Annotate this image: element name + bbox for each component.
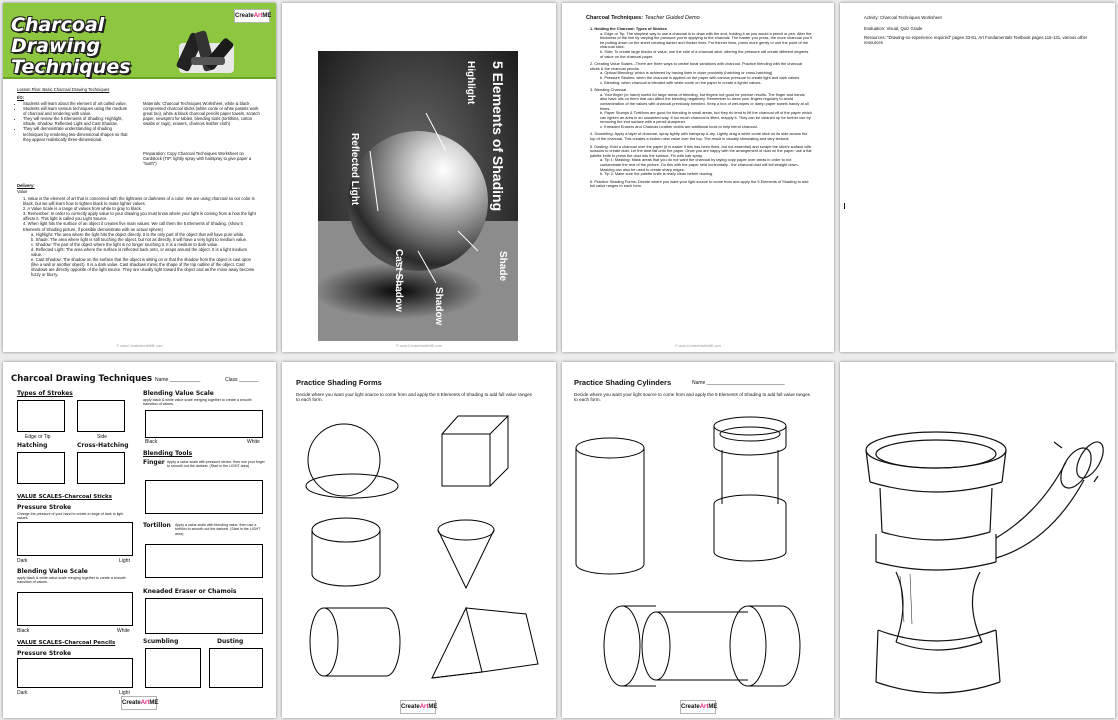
scumbling-heading: Scumbling (143, 638, 179, 645)
blending-scale-box[interactable] (17, 592, 133, 626)
side-stroke-box[interactable] (77, 400, 125, 432)
dusting-box[interactable] (209, 648, 263, 688)
pencil-pressure-box[interactable] (17, 658, 133, 688)
delivery-label: Delivery: (17, 183, 35, 188)
value-scales-sticks-heading: VALUE SCALES-Charcoal Sticks (17, 494, 112, 500)
pressure-desc: Change the pressure of your hand to create a range of dark to light values. (17, 512, 124, 521)
objective-item: • They will review the 5 Elements of Shading: Highlight, Shade, Shadow, Reflected Light and Cast Shadow. (23, 116, 131, 126)
practice-forms-instructions: Decide where you want your light source to come from and apply the 5 Elements of Shading to add full value ranges to each form. (296, 392, 532, 403)
side-label: Side (97, 434, 108, 440)
pressure-stroke2-heading: Pressure Stroke (17, 650, 72, 657)
tall-cylinder-outline (576, 438, 644, 574)
objective-item: • Students will learn various techniques using the medium of charcoal and rendering with value. (23, 106, 131, 116)
page-practice-cylinders (562, 362, 834, 718)
tortillon-box[interactable] (145, 544, 263, 578)
prism-outline (432, 608, 538, 678)
name-field[interactable]: Name ___________ (155, 377, 201, 383)
demo-steps: 1. Holding the Charcoal: Types of Strokes a. Edge or Tip: The simplest way to use a charcoal is to draw with the end, holding it as you would a pencil or pen. Alter the thickness of the line by varying the pressure you're applying to the charcoal. The harder you press, the more charcoal you'll be putting down on the sheet creating darker and thicker lines. For thinner lines, press more gently or use the point of the charcoal stick. b. Side: To create large blocks of value, use the side of a charcoal stick, altering the pressure will create different degrees of value on the charcoal paper. 2. Creating Value Scales –There are three ways to create tonal variations with charcoal. Practice blending with the charcoal sticks & the charcoal pencils. a. Optical Blending: which is achieved by having lines in close proximity (hatching or cross-hatching) b. Pressure Strokes: when the charcoal is applied on the paper with various pressure to create light and dark values c. Blending: when charcoal is blended with white conte on the paper to create a lighter values. 3. Blending Charcoal a. Your finger (or hand) useful for large areas of blending, but fingers not good for precise results. The finger and hands also have oils on them that can affect the blending negatively. Remember to clean your fingers regularly to avoid contamination of the values with charcoal previously blended. Keep a box of wet-wipes or damp paper towels handy at all times. b. Paper Stumps & Tortillons are good for blending in small areas, but they do tend to lift the charcoal off of the paper which can lighten an area in an unwanted way. If too much charcoal is lifted, reapply it. They can be cleaned up for further use by removing the end surface with a pencil sharpener. c. Kneaded Erasers and Chamois Leather cloths are additional tools to help blend charcoal. 4. Scumbling: Apply a layer of charcoal, spray lightly with hairspray & dry. Lightly drag a white conte stick on its side across the top of the charcoal. This creates a broken new value over the top. The result is visually stimulating and very textural. 5. Dusting: Hold a charcoal over the paper (it is easier if this has been fixed, but not essential) and scrape the stick's surface with scissors to create dust. Let the dust fall onto the paper. Once you are happy with the arrangement of dust on the paper, use a flat palette knife to press the dust into the surface. Fix with hair spray. a. Tip 1: Masking: Mask areas that you do not want the charcoal by laying copy paper over areas in order to not contaminate the rest of the picture. Do this with the paper held horizontally - the charcoal dust will fall straight down. Masking can also be used to create sharp edges. b. Tip 2: Make sure the palette knife is really clean before dusting. 6. Practice Shading Forms: Decide where you want your light source to come from and apply the 5 Elements of Shading to add full value ranges to each form. (590, 26, 812, 189)
edge-stroke-box[interactable] (17, 400, 65, 432)
kneaded-eraser-heading: Kneaded Eraser or Chamois (143, 588, 237, 595)
pressure-scale-box[interactable] (17, 522, 133, 556)
demo-title: Charcoal Techniques: Teacher Guided Demo (586, 15, 700, 21)
worksheet-title: Charcoal Drawing Techniques (11, 374, 152, 384)
cylinder-outlines (562, 410, 834, 700)
pressure-stroke-heading: Pressure Stroke (17, 504, 72, 511)
cylinder-name-field[interactable]: Name ____________________________ (692, 380, 785, 386)
page-footer: © www.CreateArtwithME.com (116, 344, 163, 348)
blending-value-scale-heading: Blending Value Scale (143, 390, 214, 397)
page-activity (840, 3, 1115, 352)
right-blending-box[interactable] (145, 410, 263, 438)
title-banner (3, 3, 276, 79)
objective-item: • They will demonstrate understanding of shading techniques by rendering two-dimensional shapes so that they appear realistically three-dimensional. (23, 126, 131, 141)
activity-info: Activity: Charcoal Techniques Worksheet Evaluation: Visual, Quiz Grade Resources: "Drawing-no experience required" pages 33-81, Art Fundamentals Textbook pages 116-131, various other resources (864, 15, 1088, 46)
cube-outline (442, 416, 508, 486)
page-teacher-demo (562, 3, 834, 352)
kneaded-box[interactable] (145, 598, 263, 634)
practice-forms-title: Practice Shading Forms (296, 378, 382, 387)
dusting-heading: Dusting (217, 638, 244, 645)
types-of-strokes-heading: Types of Strokes (17, 390, 73, 397)
shade-label: Shade (497, 251, 508, 282)
page-footer: © www.CreateArtwithME.com (396, 344, 442, 348)
blending-tools-heading: Blending Tools (143, 450, 193, 457)
cross-hatching-box[interactable] (77, 452, 125, 484)
practice-cylinders-instructions: Decide where you want your light source to come from and apply the 5 Elements of Shading to add full value ranges to each form. (574, 392, 810, 403)
edge-label: Edge or Tip (25, 434, 51, 440)
finger-heading: Finger (143, 459, 165, 466)
charcoal-sticks-photo (171, 23, 241, 81)
page-pipe-drawing (840, 362, 1115, 718)
value-scales-pencils-heading: VALUE SCALES-Charcoal Pencils (17, 640, 116, 646)
page-title: Charcoal Drawing Techniques (11, 14, 131, 78)
shadow-label: Shadow (433, 287, 444, 326)
io-label: I/O: (17, 95, 24, 100)
pipe-sketch (840, 362, 1115, 718)
lesson-plan-label: Lesson Plan: Basic Charcoal Drawing Techniques (17, 87, 110, 92)
sphere-outline (306, 424, 398, 498)
value-label: Value (17, 189, 28, 194)
practice-cylinders-title: Practice Shading Cylinders (574, 378, 672, 387)
footer-logo: CreateArtME (400, 700, 436, 714)
cast-shadow-label: Cast Shadow (393, 249, 404, 312)
objective-item: • Students will learn about the element of art called value. (23, 101, 131, 106)
horizontal-pipe-outline (604, 606, 800, 686)
page-footer: © www.CreateArtwithME.com (675, 344, 721, 348)
finger-box[interactable] (145, 480, 263, 514)
footer-logo: CreateArtME (121, 696, 157, 710)
shapes-outlines (282, 402, 556, 692)
createartwithme-logo: CreateArtME (234, 9, 270, 23)
shaded-sphere-photo (318, 51, 518, 341)
blending-scale-heading: Blending Value Scale (17, 568, 88, 575)
stacked-cylinder-outline (714, 417, 786, 561)
page-practice-forms (282, 362, 556, 718)
page-lesson-plan (3, 3, 276, 352)
highlight-label: Highlight (465, 61, 476, 105)
footer-logo: CreateArtME (680, 700, 716, 714)
cylinder-outline (312, 518, 380, 586)
objectives-list (23, 101, 131, 142)
hatching-box[interactable] (17, 452, 65, 484)
tortillon-heading: Tortillon (143, 522, 171, 529)
reflected-light-label: Reflected Light (349, 133, 360, 206)
page-worksheet: Charcoal Drawing Techniques Name ___________ Class _______ Types of Strokes Edge or Tip Side Hatching Cross-Hatching VALUE SCALES-Charcoal Sticks Pressure Stroke Change the pressure of your hand to create a range of dark to light values. Dark Light Blending Value Scale apply black & white value scale merging together to create a smooth transition of values. Black White VALUE SCALES-Charcoal Pencils Pressure Stroke Dark Light Blending Value Scale apply black & white value scale merging together to create a smooth transition of values. Black White Blending Tools Finger Apply a value scale with pressure stroke, then use your finger to smooth out the darkest. (Start in the LIGHT area) Tortillon Apply a value scale with blending value, then use a tortillon to smooth out the darkest. (Start in the LIGHT area) Kneaded Eraser or Chamois Scumbling Dusting CreateArtME (3, 362, 276, 718)
scumbling-box[interactable] (145, 648, 201, 688)
text-cursor (844, 203, 845, 209)
cross-hatching-heading: Cross-Hatching (77, 442, 129, 449)
delivery-points: 1. Value is the element of art that is concerned with the lightness or darkness of a color. We are using charcoal so our color is black, but we will learn how to lighten black to make lighter values. 2. A Value Scale is a range of values from white to gray to black. 3. Remember: In order to correctly apply value to your drawing you must know where your light is coming from & how the light affects it. This light is called you Light Source. 4. When light hits the surface of an object it creates five main values. We call them the 5 Elements of Shading. (show 5 Elements of Shading picture, if possible demonstrate with an actual sphere) a. Highlight: The area where the light hits the object directly. It is the only part of the object that will have pure white. b. Shade: The area where light is still touching the object, but not as directly. It will have a very light to medium value. c. Shadow: The part of the object where the light is no longer touching it. It is a medium to dark value. d. Reflected Light: The area where the surface is reflected back onto, or wraps around the object. It is a light medium value. e. Cast Shadow: The shadow on the surface that the object is sitting on or that the shadow from the object is cast upon (like a wall or another object). It is a dark value. Cast shadows mimic the shape of the top outline of the object. Cast shadows are directly opposite of the light source. They are usually light toward the object and as the move away become fuzzy or blurry. (23, 196, 256, 278)
cone-outline (438, 520, 494, 588)
horizontal-cylinder-outline (310, 608, 400, 676)
materials-text: Materials: Charcoal Techniques Worksheet, white & black compressed charcoal sticks (white conte or white pastels work great too), white & black charcoal pencils paper towels, scratch paper, newsprint for tables, blending tools (tortillons, cotton swabs or rags), erasers, chamois leather cloth) (143, 101, 260, 127)
hatching-heading: Hatching (17, 442, 48, 449)
preparation-text: Preparation: Copy Charcoal Techniques Worksheet on Cardstock (TIP: lightly spray with hairspray to give paper a "tooth") (143, 151, 252, 167)
page-5-elements-photo (282, 3, 556, 352)
vertical-title: 5 Elements of Shading (490, 61, 506, 212)
class-field[interactable]: Class _______ (225, 377, 259, 383)
